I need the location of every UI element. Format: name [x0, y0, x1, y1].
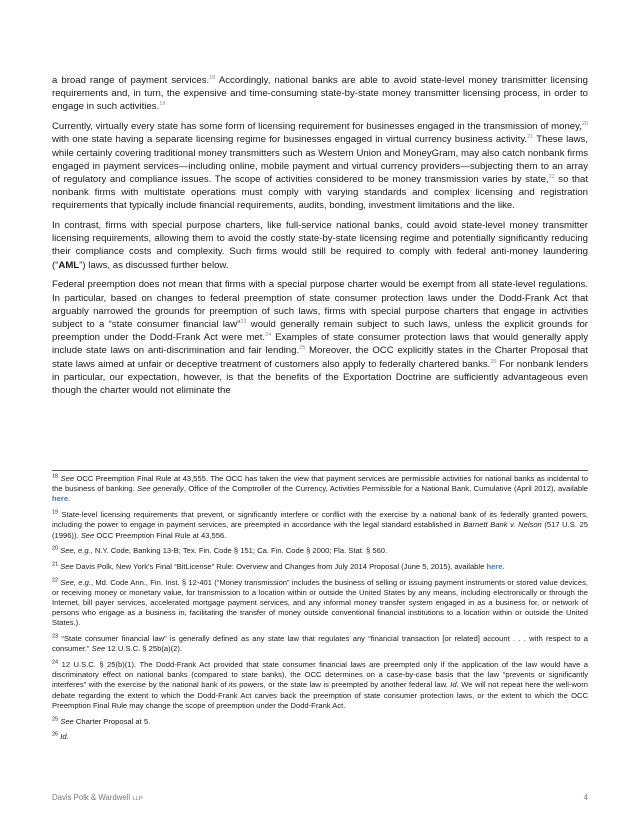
footnote-23: [52, 634, 588, 654]
footnote-text: 12 U.S.C. § 25(b)(1). The Dodd-Frank Act provided that state consumer financial laws are preempted only if the application of the law would have a discriminatory effect on national banks (compared to state banks), the OCC determines on a case-by-case basis that the law “prevents or significantly interferes” with the exercise by the national bank of its powers, or the state law is preempted by another federal law.: [52, 660, 588, 690]
p2-text-cont2: These laws, while certainly covering traditional money transmitters such as Western Union and MoneyGram, may also catch nonbank firms engaged in payment services—including online, mobile payment and virtual currency providers—subjecting them to an array of regulatory and compliance issues. The scope of activities considered to be money transmission varies by state,: [52, 134, 588, 185]
signal-see: See: [60, 474, 75, 483]
footnote-text: , Md. Code Ann., Fin. Inst. § 12-401 (“Money transmission” includes the business of selling or issuing payment instruments or stored value devices, or receiving money or monetary value, for transmission to a location within or outside the United States by any means, including electronically or through the Internet, bill payer services, accelerated mortgage payment services, and any informal money transfer system engaged in as a business for, or network of persons who engage as a business in, facilitating the transfer of money outside conventional financial institutions to a location within or outside the United States.).: [52, 577, 588, 628]
p2-text-cont3: so that nonbank firms with multistate operations must comply with varying standards and complex licensing and registration requirements that typically include financial requirements, audits, bonding, investment limitations and the like.: [52, 173, 589, 212]
footnote-ref-23[interactable]: 23: [240, 318, 247, 325]
signal-see: See: [60, 716, 74, 726]
p2-text-cont: with one state having a separate licensing regime for businesses engaged in virtual currency business activity.: [52, 134, 528, 146]
footnote-22: [52, 578, 588, 629]
p4-text-cont: would generally remain subject to such laws, unless the explicit grounds for preemption under the Dodd-Frank Act were met.: [52, 318, 589, 344]
footnote-number: 25: [52, 716, 59, 723]
footnote-number: 19: [52, 509, 59, 516]
footnotes: [52, 474, 588, 748]
footnote-ref-25[interactable]: 25: [299, 345, 306, 352]
footnote-divider: [52, 470, 588, 471]
footnote-19: [52, 510, 588, 541]
paragraph-3: [52, 219, 588, 272]
footnote-number: 18: [52, 473, 59, 480]
signal-see-eg: See, e.g.: [60, 546, 91, 556]
paragraph-4: [52, 278, 588, 397]
signal-see-eg: See, e.g.: [60, 577, 91, 587]
footnote-text: Davis Polk, New York’s Final “BitLicense” Rule: Overview and Changes from July 2014 Proposal (June 5, 2015), available: [73, 561, 487, 571]
p2-text: Currently, virtually every state has some form of licensing requirement for businesses engaged in the transmission of money,: [52, 121, 582, 133]
case-citation: Barnett Bank v. Nelson: [463, 520, 542, 530]
footnote-number: 24: [52, 659, 59, 666]
p4-text-cont2: Examples of state consumer protection laws that would generally apply include state laws on anti-discrimination and fair lending.: [52, 332, 588, 357]
here-link[interactable]: here: [52, 494, 69, 504]
footnote-end: .: [502, 561, 505, 571]
p4-text: Federal preemption does not mean that firms with a special purpose charter would be exempt from all state-level regulations. In particular, based on changes to federal preemption of state consumer protection laws under the Dodd-Frank Act that arguably narrowed the grounds for preemption of such laws, firms with special purpose charters that engage in activities subject to a “state consumer financial law”: [52, 279, 588, 330]
footnote-text-cont: (517 U.S. 25 (1996)).: [52, 520, 589, 540]
signal-see: See: [91, 644, 106, 654]
footnote-text-cont: 12 U.S.C. § 25b(a)(2).: [105, 644, 183, 654]
signal-see: See: [60, 561, 74, 571]
paragraph-1: [52, 74, 588, 114]
footnote-text-cont2: OCC Preemption Final Rule at 43,556.: [94, 530, 227, 540]
page-number: 4: [583, 793, 588, 802]
footnote-end: .: [68, 494, 71, 504]
paragraph-2: [52, 120, 588, 212]
footnote-number: 21: [52, 561, 59, 568]
main-body: [52, 74, 588, 404]
footnote-ref-20[interactable]: 20: [581, 120, 588, 127]
firm-name: Davis Polk & Wardwell: [52, 793, 133, 802]
footnote-text: State-level licensing requirements that prevent, or significantly interfere or conflict with the exercise by a national bank of its federally granted powers, including the power to engage in payment services, are preempted in accordance with the legal standard established in: [52, 510, 588, 530]
footnote-21: [52, 562, 588, 572]
footer-firm-name: [52, 793, 143, 802]
p1-text: a broad range of payment services.: [52, 75, 210, 86]
p4-text-cont3: Moreover, the OCC explicitly states in the Charter Proposal that state laws aimed at unfair or deceptive treatment of customers also apply to federally chartered banks.: [52, 345, 588, 370]
footnote-ref-21[interactable]: 21: [527, 134, 534, 141]
footnote-26: [52, 732, 588, 742]
signal-id: Id.: [60, 732, 69, 742]
aml-term: AML: [58, 259, 80, 271]
footnote-ref-22[interactable]: 22: [548, 173, 555, 180]
footnote-24: [52, 660, 588, 711]
footnote-number: 22: [52, 577, 59, 584]
footnote-18: [52, 474, 588, 505]
footnote-text: Charter Proposal at 5.: [73, 716, 151, 726]
firm-llp: LLP: [132, 796, 143, 802]
footnote-text: “State consumer financial law” is generally defined as any state law that regulates any “financial transaction [or related] account . . . with respect to a consumer.”: [52, 634, 588, 654]
footnote-ref-19[interactable]: 19: [159, 101, 166, 108]
signal-see-generally: See generally: [137, 484, 184, 494]
footnote-text: , N.Y. Code, Banking 13-B; Tex. Fin. Code § 151; Ca. Fin. Code § 2000; Fla. Stat. § 560.: [90, 546, 388, 556]
p3-text: In contrast, firms with special purpose charters, like full-service national banks, could avoid state-level money transmitter licensing requirements, allowing them to avoid the costly state-by-state licensing regime and potentially significantly reducing their compliance costs and complexity. Such firms would still be required to comply with federal anti-money laundering (“: [52, 220, 588, 271]
p3-text-cont: ”) laws, as discussed further below.: [79, 259, 229, 271]
footnote-text: OCC Preemption Final Rule at 43,555. The OCC has taken the view that payment services are permissible activities for national banks as incidental to the business of banking.: [52, 474, 588, 494]
footnote-ref-18[interactable]: 18: [209, 74, 216, 81]
footnote-ref-24[interactable]: 24: [265, 331, 272, 338]
signal-see: See: [80, 530, 95, 540]
footnote-text-cont: , Office of the Comptroller of the Currency, Activities Permissible for a National Bank, Cumulative (April 2012), available: [183, 484, 588, 494]
footnote-text-cont: We will not repeat here the well-worn debate regarding the extent to which the Dodd-Frank Act carves back the preemption of state consumer protection laws, or the extent to which the OCC Preemption Final Rule may change the scope of preemption under the Dodd-Frank Act.: [52, 680, 588, 710]
p1-text-cont: Accordingly, national banks are able to avoid state-level money transmitter licensing requirements and, in turn, the expensive and time-consuming state-by-state money transmitter licensing process, in order to engage in such activities.: [52, 75, 588, 113]
footnote-ref-26[interactable]: 26: [490, 358, 497, 365]
footnote-25: [52, 717, 588, 727]
signal-id: Id.: [450, 680, 459, 690]
p4-text-cont4: For nonbank lenders in particular, our expectation, however, is that the benefits of the Exportation Doctrine are sufficiently advantageous even though the charter would not eliminate the: [52, 358, 588, 396]
footnote-number: 26: [52, 731, 59, 738]
footnote-20: [52, 546, 588, 556]
footnote-number: 20: [52, 545, 59, 552]
footnote-number: 23: [52, 633, 59, 640]
here-link[interactable]: here: [486, 561, 503, 571]
